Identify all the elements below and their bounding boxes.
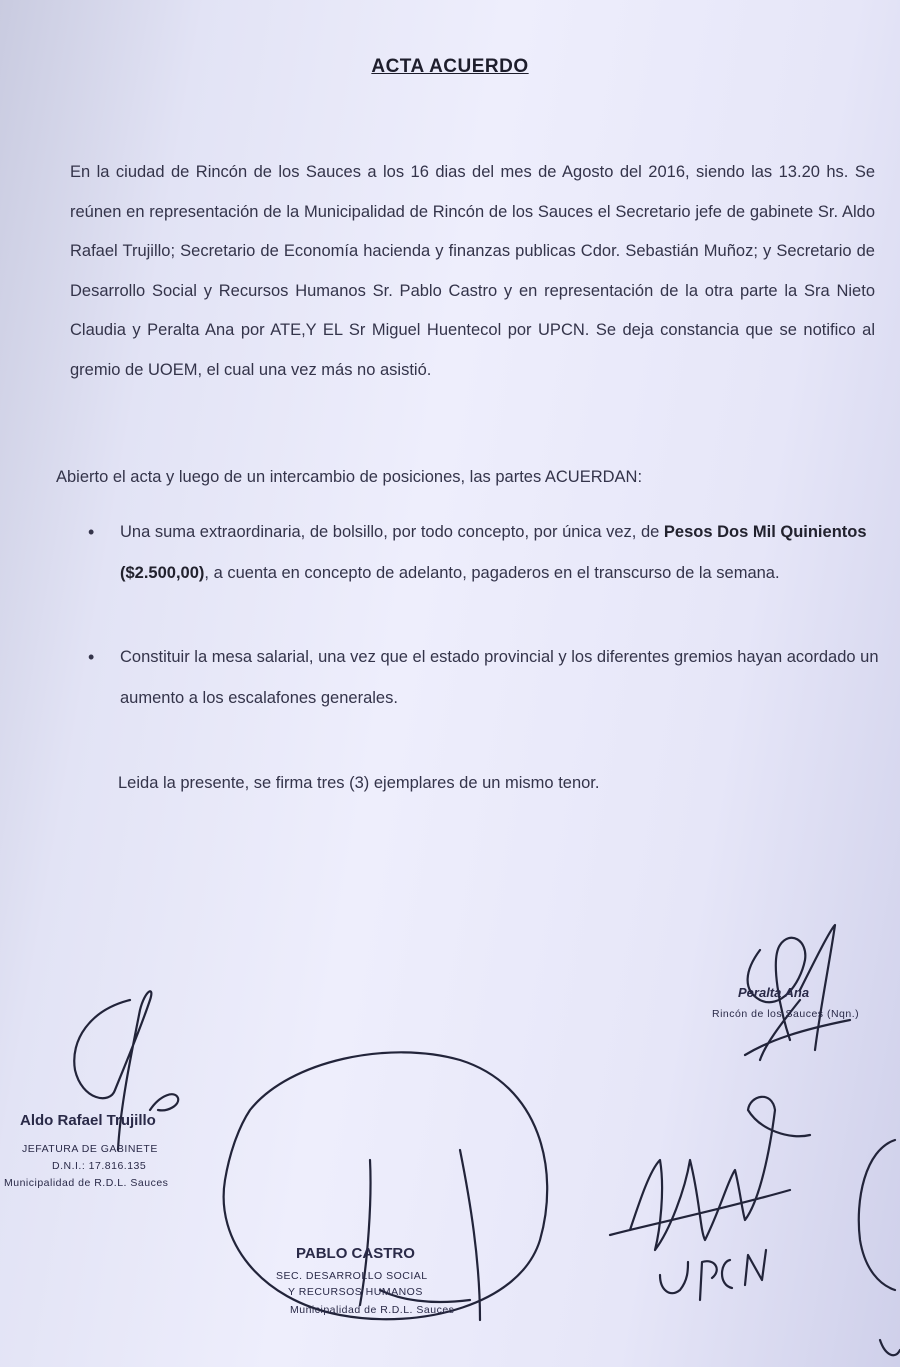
trujillo-stamp-name: Aldo Rafael Trujillo	[20, 1112, 156, 1129]
trujillo-stamp-dni: D.N.I.: 17.816.135	[52, 1160, 147, 1172]
trujillo-stamp-title: JEFATURA DE GABINETE	[22, 1143, 158, 1155]
castro-stamp-name: PABLO CASTRO	[296, 1245, 415, 1262]
opening-paragraph: En la ciudad de Rincón de los Sauces a los 16 dias del mes de Agosto del 2016, siendo las 13.20 hs. Se reúnen en representación de la Municipalidad de Rincón de los Sauces el Secretario jefe de gabinete Sr. Aldo Rafael Trujillo; Secretario de Economía hacienda y finanzas publicas Cdor. Sebastián Muñoz; y Secretario de Desarrollo Social y Recursos Humanos Sr. Pablo Castro y en representación de la otra parte la Sra Nieto Claudia y Peralta Ana por ATE,Y EL Sr Miguel Huentecol por UPCN. Se deja constancia que se notifico al gremio de UOEM, el cual una vez más no asistió.	[70, 163, 875, 379]
closing-paragraph: Leida la presente, se firma tres (3) ejemplares de un mismo tenor.	[118, 774, 600, 792]
huentecol-signature	[610, 1097, 810, 1250]
castro-stamp-municipality: Municipalidad de R.D.L. Sauces	[290, 1304, 455, 1316]
peralta-stamp-name: Peralta Ana	[738, 985, 810, 1000]
document-title: ACTA ACUERDO	[371, 56, 529, 77]
agreement-item-1-text: Una suma extraordinaria, de bolsillo, por todo concepto, por única vez, de Pesos Dos Mil Quinientos ($2.500,00), a cuenta en concepto de adelanto, pagaderos en el transcurso de la semana.	[120, 523, 867, 582]
agreement-intro-paragraph: Abierto el acta y luego de un intercambio de posiciones, las partes ACUERDAN:	[56, 468, 643, 486]
peralta-stamp-location: Rincón de los Sauces (Nqn.)	[712, 1008, 860, 1020]
agreement-item-2-text: Constituir la mesa salarial, una vez que el estado provincial y los diferentes gremios hayan acordado un aumento a los escalafones generales.	[120, 648, 879, 707]
amount-text: Pesos Dos Mil Quinientos ($2.500,00)	[120, 523, 867, 582]
partial-signature	[859, 1140, 900, 1355]
trujillo-stamp-municipality: Municipalidad de R.D.L. Sauces	[4, 1177, 169, 1189]
castro-stamp-subtitle: Y RECURSOS HUMANOS	[288, 1286, 423, 1298]
bullet-icon: •	[88, 522, 95, 542]
bullet-icon: •	[88, 647, 95, 667]
castro-stamp-title: SEC. DESARROLLO SOCIAL	[276, 1270, 428, 1282]
huentecol-upcn-handwriting	[660, 1250, 766, 1300]
